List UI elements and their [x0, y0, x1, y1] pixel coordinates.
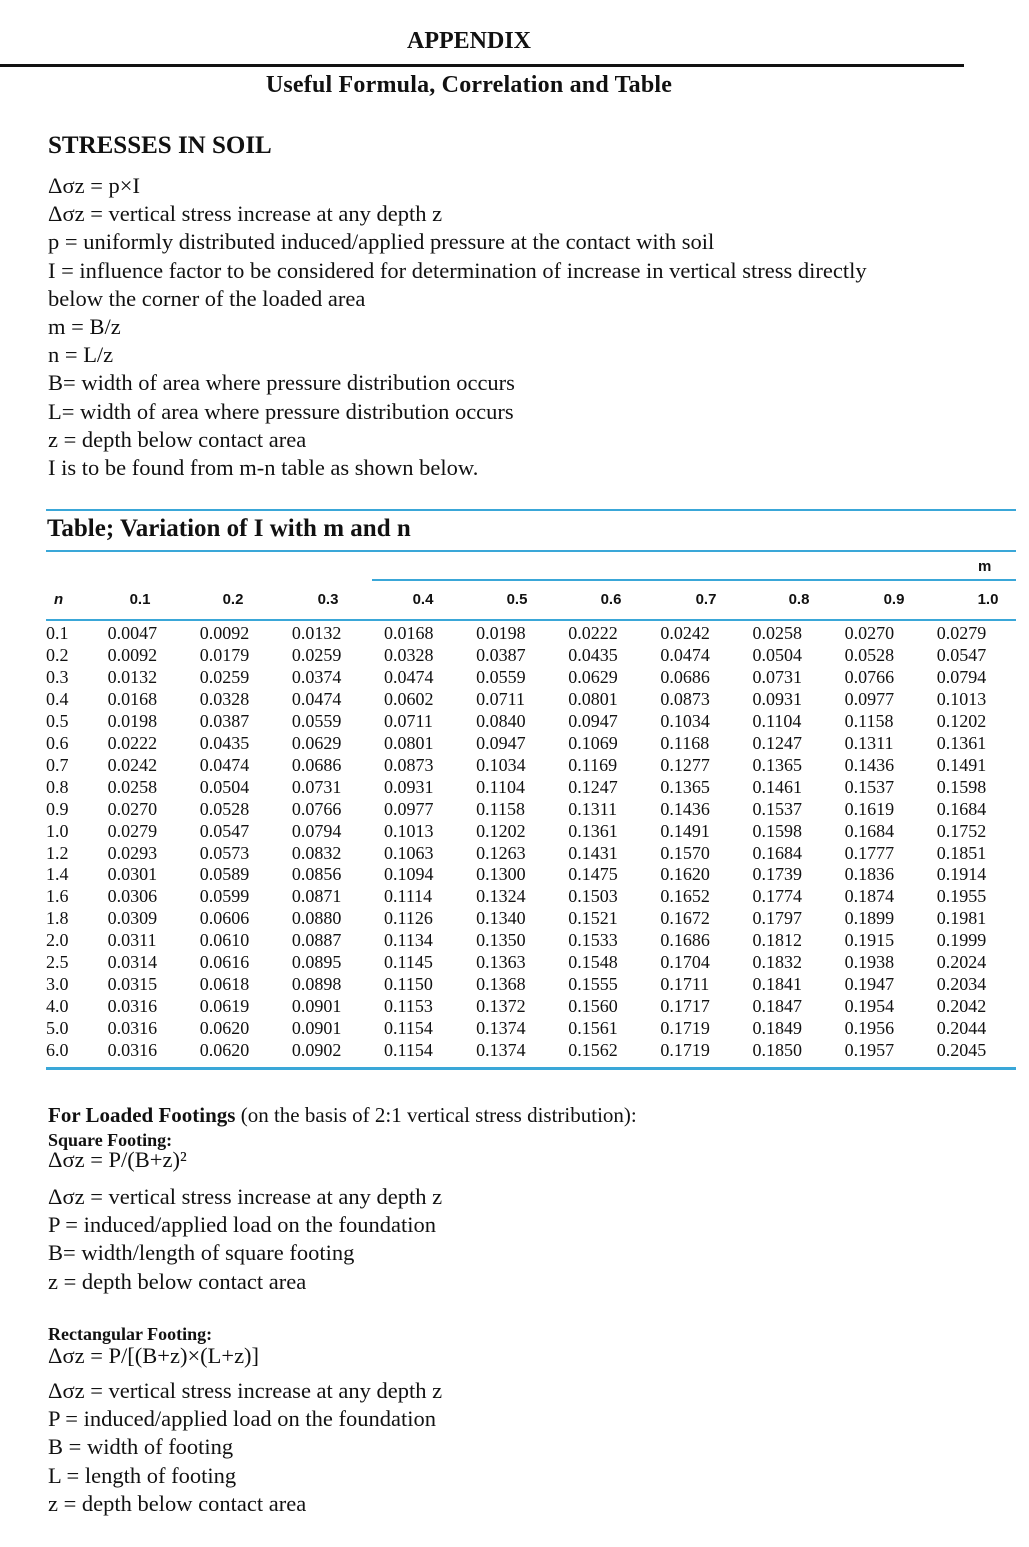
influence-value-cell: 0.1850	[752, 1040, 803, 1061]
table-row	[46, 952, 1029, 974]
influence-value-cell: 0.1999	[936, 930, 987, 951]
influence-value-cell: 0.0528	[199, 798, 250, 819]
m-header-cell: 0.4	[412, 591, 434, 608]
influence-value-cell: 0.1739	[752, 864, 803, 885]
influence-value-cell: 0.0279	[107, 820, 158, 841]
n-value-cell: 2.5	[46, 952, 69, 973]
table-row	[46, 974, 1029, 996]
influence-value-cell: 0.0316	[107, 1018, 158, 1039]
influence-value-cell: 0.1598	[936, 776, 987, 797]
definition-line: P = induced/applied load on the foundation	[48, 1212, 437, 1238]
definition-line: p = uniformly distributed induced/applied pressure at the contact with soil	[48, 229, 715, 255]
influence-value-cell: 0.0801	[384, 732, 434, 753]
n-value-cell: 0.7	[46, 754, 69, 775]
influence-value-cell: 0.1847	[752, 996, 803, 1017]
table-row	[46, 1018, 1029, 1040]
influence-value-cell: 0.0731	[291, 776, 342, 797]
loaded-footings-rest: (on the basis of 2:1 vertical stress distribution):	[235, 1103, 637, 1127]
definition-line: z = depth below contact area	[48, 1268, 307, 1294]
influence-value-cell: 0.1704	[660, 952, 710, 973]
influence-value-cell: 0.1013	[384, 820, 434, 841]
influence-value-cell: 0.0198	[107, 710, 158, 731]
influence-value-cell: 0.1094	[384, 864, 434, 885]
influence-value-cell: 0.0315	[107, 974, 158, 995]
square-footing-formula: Δσz = P/(B+z)²	[48, 1147, 187, 1172]
n-value-cell: 3.0	[46, 974, 69, 995]
influence-value-cell: 0.0711	[384, 710, 433, 731]
influence-value-cell: 0.1154	[384, 1018, 433, 1039]
influence-value-cell: 0.0168	[384, 623, 434, 643]
m-header-cell: 0.5	[506, 591, 528, 608]
influence-value-cell: 0.0618	[199, 974, 250, 995]
influence-value-cell: 0.1797	[752, 908, 803, 929]
n-value-cell: 0.2	[46, 644, 69, 665]
influence-value-cell: 0.0629	[568, 666, 618, 687]
definition-line: I = influence factor to be considered for determination of increase in vertical stress directly	[48, 257, 867, 283]
influence-value-cell: 0.1812	[752, 930, 803, 951]
influence-value-cell: 0.0279	[936, 623, 987, 643]
influence-value-cell: 0.0901	[291, 1018, 342, 1039]
influence-value-cell: 0.0328	[384, 644, 434, 665]
influence-value-cell: 0.0328	[199, 688, 250, 709]
influence-value-cell: 0.1063	[384, 842, 434, 863]
n-axis-label: n	[54, 591, 64, 608]
influence-value-cell: 0.1247	[752, 732, 803, 753]
influence-value-cell: 0.0832	[291, 842, 342, 863]
influence-value-cell: 0.0258	[752, 623, 803, 643]
page-subtitle: Useful Formula, Correlation and Table	[265, 72, 673, 98]
n-value-cell: 6.0	[46, 1040, 69, 1061]
table-row	[46, 645, 1029, 667]
influence-value-cell: 0.1104	[476, 776, 525, 797]
influence-value-cell: 0.0222	[568, 623, 618, 643]
influence-value-cell: 0.0314	[107, 952, 158, 973]
influence-value-cell: 0.0947	[568, 710, 618, 731]
definition-line: below the corner of the loaded area	[48, 285, 366, 311]
influence-value-cell: 0.1562	[568, 1040, 618, 1061]
table-row	[46, 843, 1029, 865]
table-row	[46, 733, 1029, 755]
influence-value-cell: 0.1436	[660, 798, 710, 819]
table-row	[46, 908, 1029, 930]
influence-value-cell: 0.1717	[660, 996, 710, 1017]
table-row	[46, 667, 1029, 689]
influence-value-cell: 0.0528	[844, 644, 895, 665]
influence-value-cell: 0.0474	[199, 754, 250, 775]
influence-value-cell: 0.1363	[476, 952, 526, 973]
influence-value-cell: 0.0293	[107, 842, 158, 863]
influence-value-cell: 0.2045	[936, 1040, 987, 1061]
influence-value-cell: 0.0258	[107, 776, 158, 797]
definition-line: z = depth below contact area	[48, 1490, 307, 1516]
influence-value-cell: 0.0794	[291, 820, 342, 841]
influence-value-cell: 0.0620	[199, 1018, 250, 1039]
influence-value-cell: 0.0242	[107, 754, 158, 775]
influence-value-cell: 0.1277	[660, 754, 710, 775]
influence-value-cell: 0.1955	[936, 886, 987, 907]
influence-value-cell: 0.1436	[844, 754, 895, 775]
influence-value-cell: 0.0931	[384, 776, 434, 797]
influence-value-cell: 0.0259	[199, 666, 250, 687]
m-axis-label: m	[978, 558, 992, 575]
influence-value-cell: 0.0686	[660, 666, 710, 687]
m-header-cell: 0.2	[222, 591, 244, 608]
influence-value-cell: 0.1311	[844, 732, 894, 753]
definition-line: n = L/z	[48, 342, 114, 368]
influence-value-cell: 0.0198	[476, 623, 526, 643]
influence-value-cell: 0.0589	[199, 864, 250, 885]
influence-value-cell: 0.0435	[199, 732, 250, 753]
influence-value-cell: 0.0316	[107, 1040, 158, 1061]
table-row	[46, 711, 1029, 733]
table-row	[46, 689, 1029, 711]
influence-value-cell: 0.1034	[476, 754, 526, 775]
influence-value-cell: 0.0856	[291, 864, 342, 885]
influence-value-cell: 0.0801	[568, 688, 618, 709]
influence-value-cell: 0.1158	[844, 710, 894, 731]
loaded-footings-heading	[48, 1103, 637, 1128]
influence-value-cell: 0.0901	[291, 996, 342, 1017]
square-footing-definitions	[48, 1183, 442, 1296]
influence-value-cell: 0.1956	[844, 1018, 895, 1039]
definition-line: L= width of area where pressure distribution occurs	[48, 398, 514, 424]
influence-value-cell: 0.0270	[844, 623, 895, 643]
influence-value-cell: 0.0179	[199, 644, 250, 665]
n-value-cell: 5.0	[46, 1018, 69, 1039]
influence-value-cell: 0.0374	[291, 666, 342, 687]
influence-value-cell: 0.0092	[199, 623, 250, 643]
n-value-cell: 1.4	[46, 864, 69, 885]
influence-value-cell: 0.0168	[107, 688, 158, 709]
influence-value-cell: 0.1169	[568, 754, 618, 775]
m-header-cell: 0.8	[788, 591, 810, 608]
influence-value-cell: 0.1361	[936, 732, 987, 753]
definition-line: I is to be found from m-n table as shown below.	[48, 455, 479, 481]
n-value-cell: 1.0	[46, 820, 69, 841]
influence-value-cell: 0.1672	[660, 908, 710, 929]
influence-value-cell: 0.2044	[936, 1018, 987, 1039]
influence-value-cell: 0.1537	[752, 798, 803, 819]
influence-value-cell: 0.1126	[384, 908, 433, 929]
influence-value-cell: 0.0504	[199, 776, 250, 797]
rect-footing-definitions	[48, 1377, 442, 1518]
influence-value-cell: 0.1752	[936, 820, 987, 841]
influence-value-cell: 0.1684	[844, 820, 895, 841]
influence-value-cell: 0.1069	[568, 732, 618, 753]
m-header-cell: 0.7	[695, 591, 717, 608]
influence-value-cell: 0.1548	[568, 952, 618, 973]
influence-value-cell: 0.0474	[384, 666, 434, 687]
influence-value-cell: 0.0242	[660, 623, 710, 643]
influence-value-cell: 0.0559	[476, 666, 526, 687]
n-value-cell: 4.0	[46, 996, 69, 1017]
influence-value-cell: 0.0309	[107, 908, 158, 929]
influence-value-cell: 0.1849	[752, 1018, 803, 1039]
influence-value-cell: 0.1350	[476, 930, 526, 951]
definition-line: Δσz = vertical stress increase at any depth z	[48, 201, 443, 227]
m-header-cell: 0.3	[317, 591, 339, 608]
rect-footing-formula: Δσz = P/[(B+z)×(L+z)]	[48, 1343, 260, 1368]
influence-value-cell: 0.1836	[844, 864, 895, 885]
table-row	[46, 821, 1029, 843]
influence-value-cell: 0.1521	[568, 908, 618, 929]
influence-value-cell: 0.1013	[936, 688, 987, 709]
influence-value-cell: 0.0895	[291, 952, 342, 973]
influence-value-cell: 0.0504	[752, 644, 803, 665]
influence-value-cell: 0.1981	[936, 908, 987, 929]
influence-value-cell: 0.1719	[660, 1018, 710, 1039]
table-row	[46, 777, 1029, 799]
influence-value-cell: 0.1777	[844, 842, 895, 863]
caption-rule	[46, 550, 1016, 552]
influence-value-cell: 0.0977	[844, 688, 895, 709]
influence-value-cell: 0.1263	[476, 842, 526, 863]
n-value-cell: 1.2	[46, 842, 69, 863]
table-row	[46, 799, 1029, 821]
section-title-stresses: STRESSES IN SOIL	[48, 132, 272, 159]
influence-value-cell: 0.0559	[291, 710, 342, 731]
influence-value-cell: 0.1104	[752, 710, 802, 731]
stresses-definitions	[48, 172, 867, 482]
influence-value-cell: 0.1340	[476, 908, 526, 929]
definition-line: z = depth below contact area	[48, 426, 307, 452]
influence-value-cell: 0.0047	[107, 623, 158, 643]
influence-value-cell: 0.1938	[844, 952, 895, 973]
m-header-rule	[372, 579, 1016, 581]
n-value-cell: 0.8	[46, 776, 69, 797]
table-row	[46, 623, 1029, 645]
influence-value-cell: 0.1957	[844, 1040, 895, 1061]
influence-value-cell: 0.0222	[107, 732, 158, 753]
influence-value-cell: 0.1247	[568, 776, 618, 797]
definition-line: B= width/length of square footing	[48, 1240, 355, 1266]
influence-value-cell: 0.1719	[660, 1040, 710, 1061]
influence-value-cell: 0.1503	[568, 886, 618, 907]
n-value-cell: 0.1	[46, 623, 69, 643]
influence-value-cell: 0.0474	[660, 644, 710, 665]
influence-value-cell: 0.1774	[752, 886, 803, 907]
influence-value-cell: 0.0840	[476, 710, 526, 731]
influence-value-cell: 0.0311	[107, 930, 157, 951]
influence-value-cell: 0.0573	[199, 842, 250, 863]
influence-value-cell: 0.1851	[936, 842, 987, 863]
influence-value-cell: 0.0766	[291, 798, 342, 819]
n-value-cell: 2.0	[46, 930, 69, 951]
n-value-cell: 0.9	[46, 798, 69, 819]
table-bottom-rule	[46, 1067, 1016, 1070]
influence-value-cell: 0.1311	[568, 798, 618, 819]
influence-factor-table	[46, 623, 1029, 1062]
influence-value-cell: 0.1168	[660, 732, 710, 753]
table-row	[46, 930, 1029, 952]
m-header-cell: 0.1	[129, 591, 151, 608]
influence-value-cell: 0.1461	[752, 776, 803, 797]
influence-value-cell: 0.1365	[752, 754, 803, 775]
influence-value-cell: 0.1431	[568, 842, 618, 863]
influence-value-cell: 0.1555	[568, 974, 618, 995]
influence-value-cell: 0.2024	[936, 952, 987, 973]
influence-value-cell: 0.0629	[291, 732, 342, 753]
influence-value-cell: 0.0871	[291, 886, 342, 907]
title-divider	[0, 64, 964, 67]
influence-value-cell: 0.1947	[844, 974, 895, 995]
table-row	[46, 864, 1029, 886]
influence-value-cell: 0.1374	[476, 1040, 526, 1061]
influence-value-cell: 0.1561	[568, 1018, 618, 1039]
influence-value-cell: 0.1365	[660, 776, 710, 797]
influence-value-cell: 0.0301	[107, 864, 158, 885]
influence-value-cell: 0.0711	[476, 688, 525, 709]
influence-value-cell: 0.0766	[844, 666, 895, 687]
influence-value-cell: 0.1620	[660, 864, 710, 885]
influence-value-cell: 0.0602	[384, 688, 434, 709]
n-value-cell: 0.4	[46, 688, 69, 709]
influence-value-cell: 0.1158	[476, 798, 525, 819]
influence-value-cell: 0.0610	[199, 930, 250, 951]
table-row	[46, 886, 1029, 908]
influence-value-cell: 0.1202	[476, 820, 526, 841]
influence-value-cell: 0.0132	[107, 666, 158, 687]
square-footing-title: Square Footing:	[48, 1130, 173, 1150]
influence-value-cell: 0.0306	[107, 886, 158, 907]
influence-value-cell: 0.1491	[936, 754, 987, 775]
influence-value-cell: 0.0606	[199, 908, 250, 929]
influence-value-cell: 0.1300	[476, 864, 526, 885]
influence-value-cell: 0.1154	[384, 1040, 433, 1061]
influence-value-cell: 0.1533	[568, 930, 618, 951]
influence-value-cell: 0.1652	[660, 886, 710, 907]
influence-value-cell: 0.0887	[291, 930, 342, 951]
influence-value-cell: 0.0902	[291, 1040, 342, 1061]
influence-value-cell: 0.1145	[384, 952, 433, 973]
definition-line: Δσz = vertical stress increase at any depth z	[48, 1378, 443, 1403]
influence-value-cell: 0.1711	[660, 974, 710, 995]
influence-value-cell: 0.2042	[936, 996, 987, 1017]
influence-value-cell: 0.1374	[476, 1018, 526, 1039]
influence-value-cell: 0.1684	[752, 842, 803, 863]
influence-value-cell: 0.1368	[476, 974, 526, 995]
influence-value-cell: 0.0977	[384, 798, 434, 819]
influence-value-cell: 0.0686	[291, 754, 342, 775]
influence-value-cell: 0.1570	[660, 842, 710, 863]
definition-line: B= width of area where pressure distribution occurs	[48, 370, 515, 396]
influence-value-cell: 0.0270	[107, 798, 158, 819]
appendix-title: APPENDIX	[407, 28, 531, 54]
influence-value-cell: 0.0880	[291, 908, 342, 929]
influence-value-cell: 0.1560	[568, 996, 618, 1017]
rect-footing-title: Rectangular Footing:	[48, 1324, 213, 1344]
influence-value-cell: 0.1899	[844, 908, 895, 929]
influence-value-cell: 0.0931	[752, 688, 803, 709]
influence-value-cell: 0.0387	[476, 644, 526, 665]
influence-value-cell: 0.0731	[752, 666, 803, 687]
influence-value-cell: 0.1324	[476, 886, 526, 907]
table-row	[46, 755, 1029, 777]
influence-value-cell: 0.0898	[291, 974, 342, 995]
influence-value-cell: 0.1914	[936, 864, 987, 885]
header-bottom-rule	[46, 619, 1016, 621]
n-value-cell: 0.6	[46, 732, 69, 753]
influence-value-cell: 0.0132	[291, 623, 342, 643]
m-header-cell: 0.9	[883, 591, 905, 608]
influence-value-cell: 0.1491	[660, 820, 710, 841]
influence-value-cell: 0.1372	[476, 996, 526, 1017]
n-value-cell: 1.6	[46, 886, 69, 907]
influence-value-cell: 0.0547	[199, 820, 250, 841]
loaded-footings-bold: For Loaded Footings	[48, 1103, 236, 1127]
influence-value-cell: 0.1114	[384, 886, 433, 907]
definition-line: L = length of footing	[48, 1462, 237, 1488]
influence-value-cell: 0.1134	[384, 930, 433, 951]
table-row	[46, 1040, 1029, 1062]
influence-value-cell: 0.0474	[291, 688, 342, 709]
table-row	[46, 996, 1029, 1018]
n-value-cell: 1.8	[46, 908, 69, 929]
influence-value-cell: 0.0873	[384, 754, 434, 775]
n-value-cell: 0.5	[46, 710, 69, 731]
definition-line: Δσz = p×I	[48, 173, 140, 198]
table-caption: Table; Variation of I with m and n	[47, 515, 411, 542]
definition-line: Δσz = vertical stress increase at any depth z	[48, 1184, 443, 1209]
influence-value-cell: 0.1034	[660, 710, 710, 731]
m-header-cell: 0.6	[600, 591, 622, 608]
influence-value-cell: 0.0619	[199, 996, 250, 1017]
definition-line: B = width of footing	[48, 1434, 234, 1460]
definition-line: P = induced/applied load on the foundation	[48, 1406, 437, 1432]
influence-value-cell: 0.1202	[936, 710, 987, 731]
influence-value-cell: 0.0092	[107, 644, 158, 665]
influence-value-cell: 0.0616	[199, 952, 250, 973]
influence-value-cell: 0.1874	[844, 886, 895, 907]
influence-value-cell: 0.1619	[844, 798, 895, 819]
influence-value-cell: 0.0947	[476, 732, 526, 753]
influence-value-cell: 0.1475	[568, 864, 618, 885]
influence-value-cell: 0.0873	[660, 688, 710, 709]
influence-value-cell: 0.1684	[936, 798, 987, 819]
influence-value-cell: 0.0316	[107, 996, 158, 1017]
influence-value-cell: 0.1598	[752, 820, 803, 841]
influence-value-cell: 0.1832	[752, 952, 803, 973]
m-header-cell: 1.0	[977, 591, 999, 608]
influence-value-cell: 0.1954	[844, 996, 895, 1017]
definition-line: m = B/z	[48, 314, 121, 340]
table-top-rule	[46, 509, 1016, 511]
influence-value-cell: 0.2034	[936, 974, 987, 995]
influence-value-cell: 0.1150	[384, 974, 433, 995]
influence-value-cell: 0.0387	[199, 710, 250, 731]
influence-value-cell: 0.0599	[199, 886, 250, 907]
influence-value-cell: 0.0259	[291, 644, 342, 665]
influence-value-cell: 0.0620	[199, 1040, 250, 1061]
influence-value-cell: 0.1915	[844, 930, 895, 951]
influence-value-cell: 0.1361	[568, 820, 618, 841]
influence-value-cell: 0.0547	[936, 644, 987, 665]
n-value-cell: 0.3	[46, 666, 69, 687]
influence-value-cell: 0.1153	[384, 996, 433, 1017]
influence-value-cell: 0.1841	[752, 974, 803, 995]
influence-value-cell: 0.0435	[568, 644, 618, 665]
influence-value-cell: 0.1686	[660, 930, 710, 951]
influence-value-cell: 0.1537	[844, 776, 895, 797]
influence-value-cell: 0.0794	[936, 666, 987, 687]
